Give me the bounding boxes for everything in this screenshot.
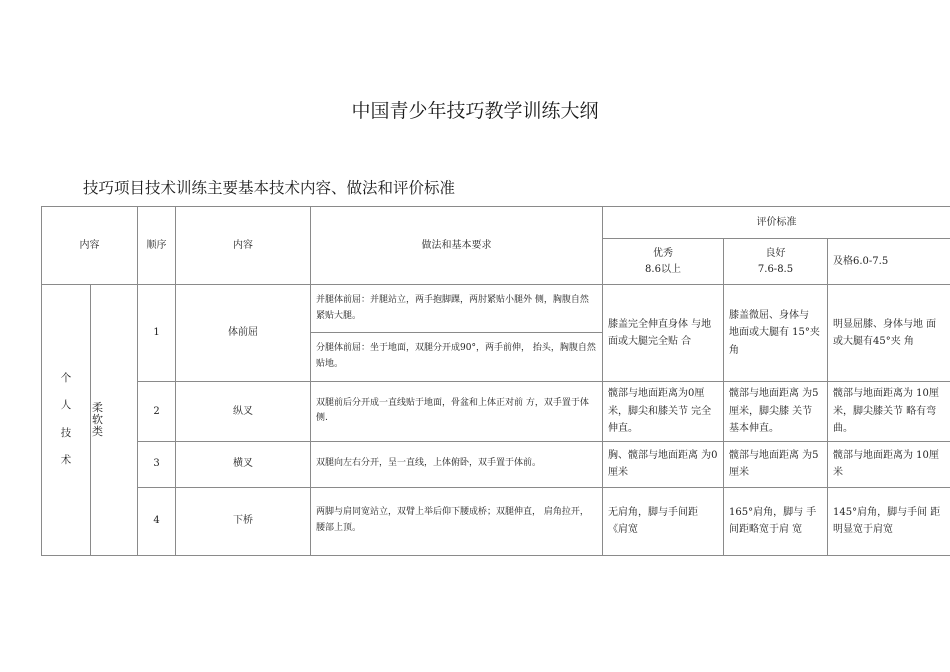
row-method: 并腿体前屈：并腿站立，两手抱脚踝，两肘紧贴小腿外 侧，胸腹自然紧贴大腿。 <box>311 285 603 333</box>
row-excellent: 无肩角，脚与手间距 《肩宽 <box>603 487 724 555</box>
header-content-item: 内容 <box>176 207 311 285</box>
row-number: 3 <box>138 441 176 487</box>
header-good-label: 良好 <box>765 248 786 259</box>
header-excellent <box>603 239 724 285</box>
row-method: 双腿前后分开成一直线贴于地面，骨盆和上体正对前 方，双手置于体侧. <box>311 382 603 442</box>
row-number: 4 <box>138 487 176 555</box>
category-cell <box>42 285 91 556</box>
row-name: 下桥 <box>176 487 311 555</box>
table-caption: 技巧项目技术训练主要基本技术内容、做法和评价标准 <box>83 179 456 197</box>
category-char: 术 <box>60 454 72 467</box>
evaluation-table <box>41 206 950 556</box>
row-name: 横叉 <box>176 441 311 487</box>
row-good: 165°肩角，脚与 手间距略宽于肩 宽 <box>724 487 828 555</box>
row-pass: 明显屈膝、身体与地 面或大腿有45°夹 角 <box>828 285 950 382</box>
row-excellent: 髋部与地面距离为0厘米，脚尖和膝关节 完全伸直。 <box>603 382 724 442</box>
row-good: 膝盖微屈、身体与 地面或大腿有 15°夹角 <box>724 285 828 382</box>
row-method: 双腿向左右分开，呈一直线，上体俯卧，双手置于体前。 <box>311 441 603 487</box>
row-good: 髋部与地面距离 为5厘米 <box>724 441 828 487</box>
subcategory-label: 柔软类 <box>92 400 103 438</box>
row-method: 两脚与肩同宽站立，双臂上举后仰下腰成桥；双腿伸直， 肩角拉开，腰部上顶。 <box>311 487 603 555</box>
header-excellent-range: 8.6以上 <box>645 263 681 275</box>
header-order: 顺序 <box>138 207 176 285</box>
row-excellent: 膝盖完全伸直身体 与地面或大腿完全贴 合 <box>603 285 724 382</box>
row-pass: 髋部与地面距离为 10厘米 <box>828 441 950 487</box>
document-title: 中国青少年技巧教学训练大纲 <box>351 100 599 122</box>
row-method: 分腿体前屈：坐于地面，双腿分开成90°，两手前伸， 抬头，胸腹自然贴地。 <box>311 333 603 382</box>
header-content: 内容 <box>42 207 138 285</box>
row-number: 1 <box>138 285 176 382</box>
header-pass: 及格6.0-7.5 <box>828 239 950 285</box>
category-char: 个 <box>60 372 72 385</box>
subcategory-cell <box>91 285 138 556</box>
row-good: 髋部与地面距离 为5厘米，脚尖膝 关节基本伸直。 <box>724 382 828 442</box>
header-good-range: 7.6-8.5 <box>757 263 794 275</box>
row-name: 体前屈 <box>176 285 311 382</box>
category-char: 技 <box>60 426 72 439</box>
row-excellent: 胸、髋部与地面距离 为0厘米 <box>603 441 724 487</box>
row-pass: 145°肩角，脚与手间 距明显宽于肩宽 <box>828 487 950 555</box>
header-evaluation: 评价标准 <box>603 207 950 239</box>
header-method: 做法和基本要求 <box>311 207 603 285</box>
header-excellent-label: 优秀 <box>653 248 673 259</box>
row-name: 纵叉 <box>176 382 311 442</box>
row-number: 2 <box>138 382 176 442</box>
category-char: 人 <box>60 399 72 412</box>
header-good <box>724 239 828 285</box>
row-pass: 髋部与地面距离为 10厘米，脚尖膝关节 略有弯曲。 <box>828 382 950 442</box>
